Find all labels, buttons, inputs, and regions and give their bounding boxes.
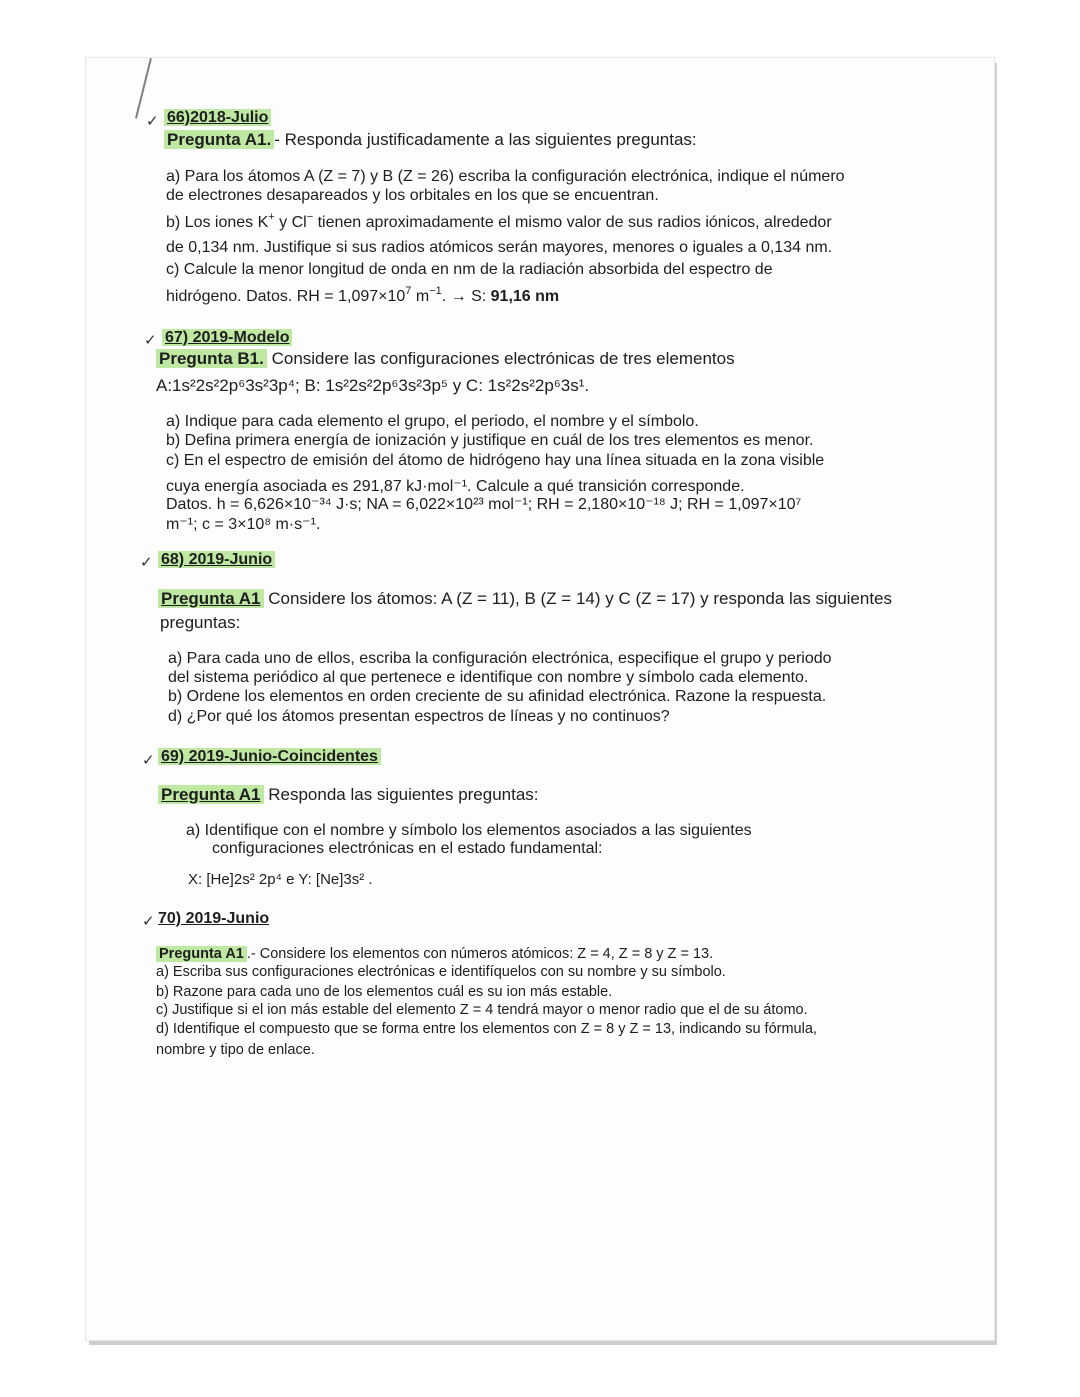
question-intro: Pregunta A1 Considere los átomos: A (Z = 11), B (Z = 14) y C (Z = 17) y responda las siguientes bbox=[158, 590, 892, 608]
item-a-cont: de electrones desapareados y los orbitales en los que se encuentran. bbox=[166, 187, 659, 204]
item-c-cont: hidrógeno. Datos. RH = $1,097\times 10^7$ $m^{-1}$. → S: 91,16 nm bbox=[166, 285, 560, 305]
question-header: 70) 2019-Junio bbox=[158, 910, 270, 927]
item-a: a) Indique para cada elemento el grupo, el periodo, el nombre y el símbolo. bbox=[166, 413, 699, 430]
item-d-cont: nombre y tipo de enlace. bbox=[156, 1042, 315, 1058]
check-mark: ✓ bbox=[142, 913, 155, 930]
question-header: 69) 2019-Junio-Coincidentes bbox=[158, 748, 381, 766]
question-intro: Pregunta B1. Considere las configuraciones electrónicas de tres elementos bbox=[156, 350, 735, 368]
item-a-cont: del sistema periódico al que pertenece e identifique con nombre y símbolo cada elemento. bbox=[168, 669, 809, 686]
check-mark: ✓ bbox=[146, 113, 159, 130]
data-line-cont: m⁻¹; c = 3×10⁸ m·s⁻¹. bbox=[166, 516, 321, 533]
check-mark: ✓ bbox=[144, 332, 157, 349]
item-d: d) Identifique el compuesto que se forma entre los elementos con Z = 8 y Z = 13, indicando su fórmula, bbox=[156, 1021, 817, 1037]
question-intro-cont: preguntas: bbox=[160, 613, 241, 632]
item-b-cont: de 0,134 nm. Justifique si sus radios atómicos serán mayores, menores o iguales a 0,134 nm. bbox=[166, 239, 833, 256]
item-d: d) ¿Por qué los átomos presentan espectros de líneas y no continuos? bbox=[168, 708, 670, 725]
item-c-cont: cuya energía asociada es 291,87 kJ·mol⁻¹. Calcule a qué transición corresponde. bbox=[166, 478, 745, 495]
item-b: b) Los iones K+ y Cl− tienen aproximadamente el mismo valor de sus radios iónicos, alrededor bbox=[166, 211, 832, 231]
item-a: a) Para cada uno de ellos, escriba la configuración electrónica, especifique el grupo y periodo bbox=[168, 650, 832, 667]
item-c: c) Justifique si el ion más estable del elemento Z = 4 tendrá mayor o menor radio que el de su átomo. bbox=[156, 1002, 808, 1018]
question-header: 66)2018-Julio bbox=[164, 109, 271, 127]
item-a: a) Para los átomos A (Z = 7) y B (Z = 26) escriba la configuración electrónica, indique el número bbox=[166, 168, 845, 185]
question-header: 68) 2019-Junio bbox=[158, 551, 275, 569]
check-mark: ✓ bbox=[142, 752, 155, 769]
item-b: b) Ordene los elementos en orden creciente de su afinidad electrónica. Razone la respuesta. bbox=[168, 688, 827, 705]
question-intro: Pregunta A1. - Responda justificadamente a las siguientes preguntas: bbox=[164, 131, 697, 149]
check-mark: ✓ bbox=[140, 554, 153, 571]
question-intro: Pregunta A1 .- Considere los elementos con números atómicos: Z = 4, Z = 8 y Z = 13. bbox=[156, 945, 713, 963]
item-c: c) En el espectro de emisión del átomo de hidrógeno hay una línea situada en la zona visible bbox=[166, 452, 825, 469]
item-c: c) Calcule la menor longitud de onda en nm de la radiación absorbida del espectro de bbox=[166, 261, 773, 278]
item-b: b) Razone para cada uno de los elementos cuál es su ion más estable. bbox=[156, 984, 613, 1000]
item-b: b) Defina primera energía de ionización y justifique en cuál de los tres elementos es menor. bbox=[166, 432, 814, 449]
configurations-xy: X: [He]2s² 2p⁴ e Y: [Ne]3s² . bbox=[188, 871, 373, 888]
data-line: Datos. h = 6,626×10⁻³⁴ J·s; NA = 6,022×10²³ mol⁻¹; RH = 2,180×10⁻¹⁸ J; RH = 1,097×10⁷ bbox=[166, 496, 802, 513]
item-a: a) Escriba sus configuraciones electrónicas e identifíquelos con su nombre y su símbolo. bbox=[156, 964, 726, 980]
item-a-cont: configuraciones electrónicas en el estado fundamental: bbox=[212, 840, 603, 857]
item-a: a) Identifique con el nombre y símbolo los elementos asociados a las siguientes bbox=[186, 822, 752, 839]
configurations: A:1s²2s²2p⁶3s²3p⁴; B: 1s²2s²2p⁶3s²3p⁵ y C: 1s²2s²2p⁶3s¹. bbox=[156, 376, 590, 395]
question-intro: Pregunta A1 Responda las siguientes preguntas: bbox=[158, 786, 539, 804]
question-header: 67) 2019-Modelo bbox=[162, 329, 292, 347]
